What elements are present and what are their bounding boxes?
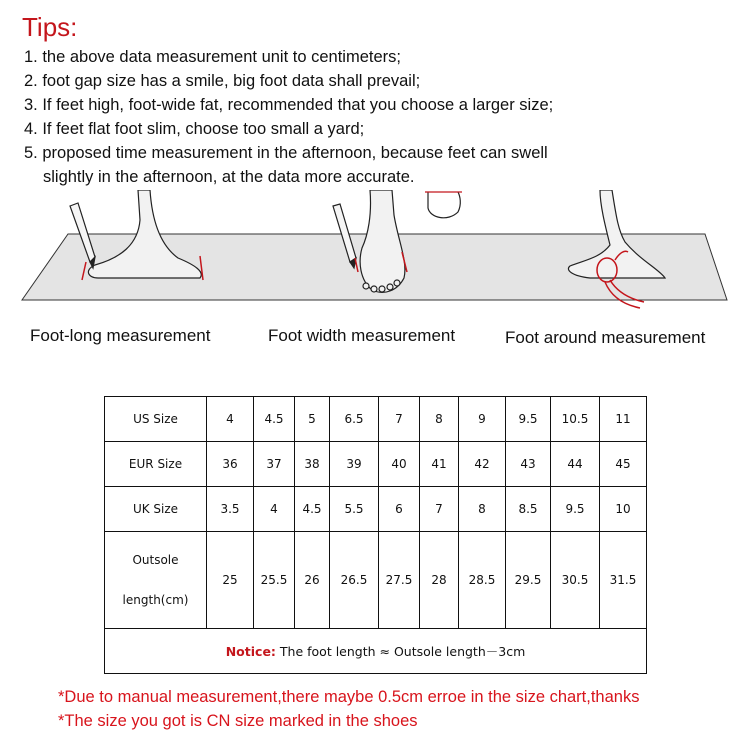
table-cell: 36 xyxy=(207,442,254,487)
table-cell: 28.5 xyxy=(459,532,506,629)
table-cell: 10.5 xyxy=(551,397,600,442)
table-cell: 31.5 xyxy=(600,532,647,629)
table-cell: 9 xyxy=(459,397,506,442)
caption-foot-around: Foot around measurement xyxy=(505,328,706,347)
notice-cell xyxy=(105,629,647,674)
table-cell: 28 xyxy=(420,532,459,629)
table-cell: 41 xyxy=(420,442,459,487)
table-cell: 37 xyxy=(254,442,295,487)
table-cell: 9.5 xyxy=(551,487,600,532)
table-cell: 30.5 xyxy=(551,532,600,629)
table-cell: 38 xyxy=(295,442,330,487)
table-cell: 7 xyxy=(420,487,459,532)
table-cell: 42 xyxy=(459,442,506,487)
row-header-outsole-line2: length(cm) xyxy=(122,593,189,607)
table-cell: 4 xyxy=(207,397,254,442)
foot-front-view xyxy=(360,190,405,292)
table-cell: 7 xyxy=(379,397,420,442)
tip-item: 4. If feet flat foot slim, choose too small a yard; xyxy=(24,120,365,138)
foot-sole-inset xyxy=(425,192,462,218)
footnote-measurement-error: *Due to manual measurement,there maybe 0.5cm erroe in the size chart,thanks xyxy=(58,688,640,706)
footnote-cn-size: *The size you got is CN size marked in the shoes xyxy=(58,712,418,730)
tip-item-continued: slightly in the afternoon, at the data more accurate. xyxy=(43,168,415,186)
table-row-uk xyxy=(105,487,647,532)
caption-foot-width: Foot width measurement xyxy=(268,326,456,345)
table-cell: 8.5 xyxy=(506,487,551,532)
table-cell: 44 xyxy=(551,442,600,487)
table-cell: 29.5 xyxy=(506,532,551,629)
table-cell: 8 xyxy=(420,397,459,442)
caption-foot-long: Foot-long measurement xyxy=(30,326,211,345)
table-row-eur xyxy=(105,442,647,487)
table-cell: 11 xyxy=(600,397,647,442)
row-header-outsole-line1: Outsole xyxy=(132,553,179,567)
foot-measurement-illustration xyxy=(0,190,750,315)
row-header-uk: UK Size xyxy=(105,487,207,532)
table-cell: 4 xyxy=(254,487,295,532)
table-cell: 40 xyxy=(379,442,420,487)
size-chart-table xyxy=(104,396,647,674)
table-cell: 6.5 xyxy=(330,397,379,442)
table-row-us xyxy=(105,397,647,442)
tip-item: 2. foot gap size has a smile, big foot data shall prevail; xyxy=(24,72,421,90)
table-row-notice xyxy=(105,629,647,674)
table-cell: 27.5 xyxy=(379,532,420,629)
tips-title: Tips: xyxy=(22,12,78,42)
row-header-outsole xyxy=(105,532,207,629)
tips-list xyxy=(24,45,553,189)
table-cell: 25 xyxy=(207,532,254,629)
table-cell: 10 xyxy=(600,487,647,532)
table-row-outsole xyxy=(105,532,647,629)
table-cell: 3.5 xyxy=(207,487,254,532)
table-cell: 6 xyxy=(379,487,420,532)
tip-item: 1. the above data measurement unit to centimeters; xyxy=(24,48,401,66)
row-header-us: US Size xyxy=(105,397,207,442)
table-cell: 5 xyxy=(295,397,330,442)
table-cell: 43 xyxy=(506,442,551,487)
notice-label: Notice: xyxy=(225,644,276,659)
table-cell: 8 xyxy=(459,487,506,532)
notice-text: The foot length ≈ Outsole length－3cm xyxy=(275,644,526,659)
table-cell: 4.5 xyxy=(254,397,295,442)
table-cell: 4.5 xyxy=(295,487,330,532)
table-cell: 26 xyxy=(295,532,330,629)
table-cell: 26.5 xyxy=(330,532,379,629)
table-cell: 25.5 xyxy=(254,532,295,629)
table-cell: 45 xyxy=(600,442,647,487)
table-cell: 5.5 xyxy=(330,487,379,532)
table-cell: 39 xyxy=(330,442,379,487)
tip-item: 5. proposed time measurement in the afternoon, because feet can swell xyxy=(24,144,548,162)
row-header-eur: EUR Size xyxy=(105,442,207,487)
tip-item: 3. If feet high, foot-wide fat, recommended that you choose a larger size; xyxy=(24,96,554,114)
table-cell: 9.5 xyxy=(506,397,551,442)
